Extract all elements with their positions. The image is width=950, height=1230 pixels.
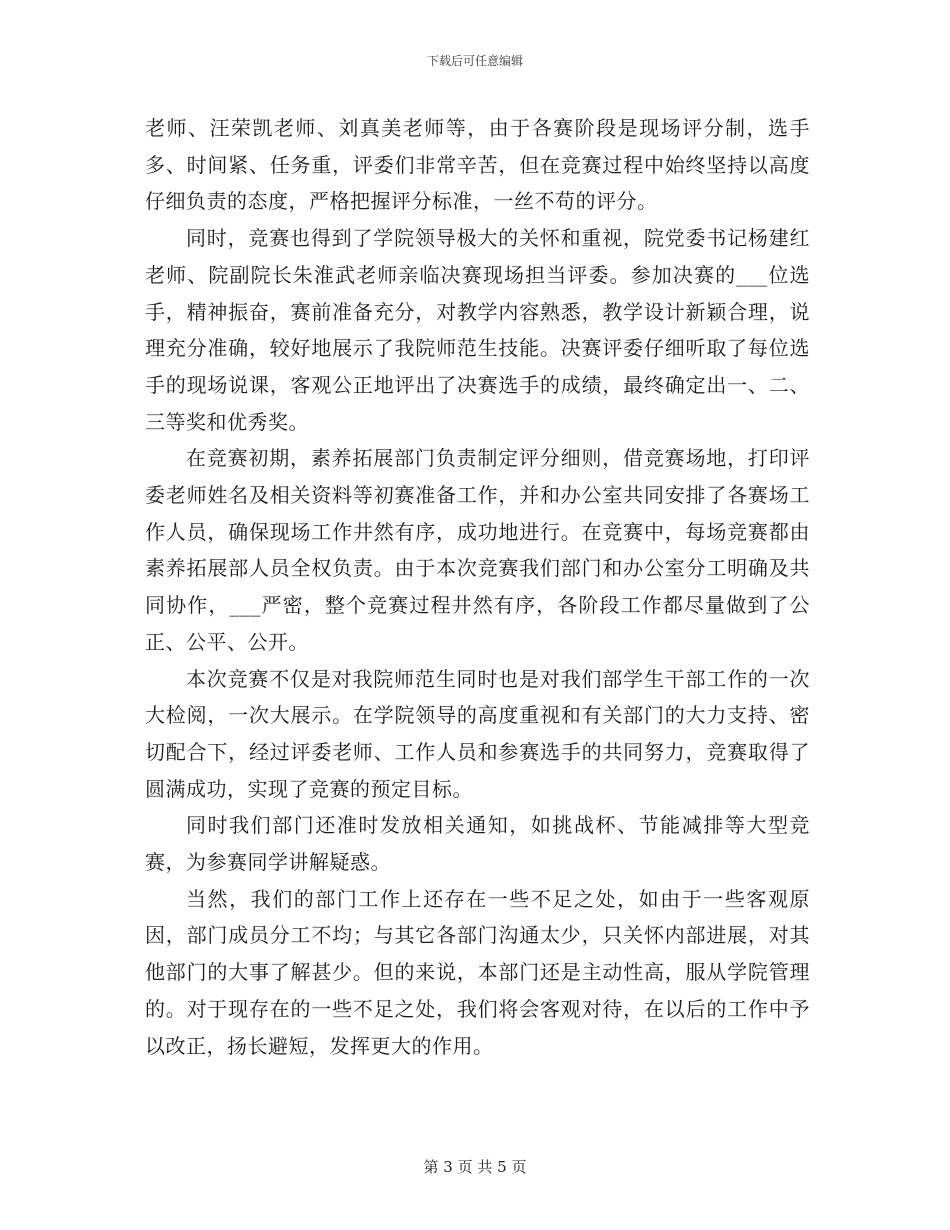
paragraph-2: 同时，竞赛也得到了学院领导极大的关怀和重视，院党委书记杨建红老师、院副院长朱淮武老师亲临决赛现场担当评委。参加决赛的___位选手，精神振奋，赛前准备充分，对教学内容熟悉，教学设计新颖合理，说理充分准确，较好地展示了我院师范生技能。决赛评委仔细听取了每位选手的现场说课，客观公正地评出了决赛选手的成绩，最终确定出一、二、三等奖和优秀奖。: [145, 226, 810, 434]
paragraph-1: 老师、汪荣凯老师、刘真美老师等，由于各赛阶段是现场评分制，选手多、时间紧、任务重，评委们非常辛苦，但在竞赛过程中始终坚持以高度仔细负责的态度，严格把握评分标准，一丝不苟的评分。: [145, 116, 810, 214]
document-body: [145, 110, 810, 1064]
paragraph-5: 同时我们部门还准时发放相关通知，如挑战杯、节能减排等大型竞赛，为参赛同学讲解疑惑。: [145, 813, 810, 875]
paragraph-4: 本次竞赛不仅是对我院师范生同时也是对我们部学生干部工作的一次大检阅，一次大展示。在学院领导的高度重视和有关部门的大力支持、密切配合下，经过评委老师、工作人员和参赛选手的共同努力，竞赛取得了圆满成功，实现了竞赛的预定目标。: [145, 666, 810, 801]
paragraph-6: 当然，我们的部门工作上还存在一些不足之处，如由于一些客观原因，部门成员分工不均；与其它各部门沟通太少，只关怀内部进展，对其他部门的大事了解甚少。但的来说，本部门还是主动性高，服从学院管理的。对于现存在的一些不足之处，我们将会客观对待，在以后的工作中予以改正，扬长避短，发挥更大的作用。: [145, 886, 810, 1058]
page-header: 下载后可任意编辑: [426, 54, 523, 68]
paragraph-3: 在竞赛初期，素养拓展部门负责制定评分细则，借竞赛场地，打印评委老师姓名及相关资料等初赛准备工作，并和办公室共同安排了各赛场工作人员，确保现场工作井然有序，成功地进行。在竞赛中，每场竞赛都由素养拓展部人员全权负责。由于本次竞赛我们部门和办公室分工明确及共同协作，___严密，整个竞赛过程井然有序，各阶段工作都尽量做到了公正、公平、公开。: [145, 446, 810, 654]
page-footer: 第 3 页 共 5 页: [423, 1158, 527, 1176]
